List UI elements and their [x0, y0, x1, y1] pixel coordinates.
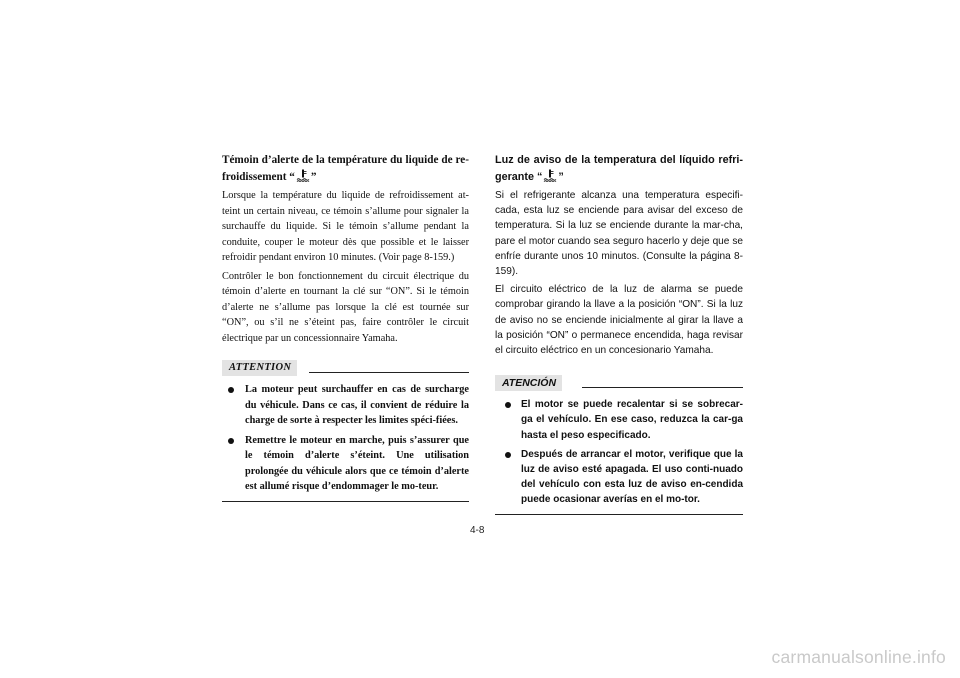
paragraph-1-fr: Lorsque la température du liquide de refroidissement at-teint un certain niveau, ce témoin s’allume pour signaler la surchauffe du liquide. Si le témoin s’allume pendant la conduite, couper le moteur dès que possible et le laisser refroidir pendant environ 10 minutes. (Voir page 8-159.) — [222, 190, 469, 263]
notice-label-fr: ATTENTION — [222, 360, 297, 376]
notice-item-text: El motor se puede recalentar si se sobrecar-ga el vehículo. En ese caso, reduzca la car-ga hasta el peso especificado. — [521, 399, 743, 441]
notice-item-text: Después de arrancar el motor, verifique que la luz de aviso esté apagada. El uso conti-nuado del vehículo con esta luz de aviso en-cendida puede ocasionar averías en el mo-tor. — [521, 448, 743, 506]
notice-label-es: ATENCIÓN — [495, 375, 562, 391]
notice-item — [495, 397, 743, 443]
notice-top-rule-fr — [309, 372, 469, 373]
heading-close-quote-es: ” — [558, 170, 564, 183]
section-heading-es — [495, 153, 743, 185]
page-number: 4-8 — [470, 525, 485, 536]
heading-text-es: Luz de aviso de la temperatura del líquido refri-gerante “ — [495, 154, 743, 183]
bullet-icon — [228, 387, 234, 393]
notice-item-text: La moteur peut surchauffer en cas de surcharge du véhicule. Dans ce cas, il convient de réduire la charge de sorte à respecter les limites spéci-fiées. — [245, 384, 469, 426]
paragraph-2-es: El circuito eléctrico de la luz de alarma se puede comprobar girando la llave a la posición “ON”. Si la luz de aviso no se enciende inicialmente al girar la llave a la posición “ON” o permanece encendida, haga revisar el circuito eléctrico en un concesionario Yamaha. — [495, 284, 743, 357]
notice-item — [222, 433, 469, 495]
coolant-temperature-icon — [543, 169, 557, 182]
watermark: carmanualsonline.info — [771, 647, 946, 667]
bullet-icon — [505, 402, 511, 408]
notice-item — [495, 447, 743, 508]
notice-box-es — [495, 375, 743, 514]
notice-box-fr — [222, 360, 469, 502]
coolant-temperature-icon — [296, 169, 310, 182]
heading-close-quote-fr: ” — [310, 170, 317, 183]
paragraph-2-fr: Contrôler le bon fonctionnement du circuit électrique du témoin d’alerte en tournant la clé sur “ON”. Si le témoin d’alerte ne s’allume pas lorsque la clé est tournée sur “ON”, ou s’il ne s’éteint pas, faire contrôler le circuit électrique par un concessionnaire Yamaha. — [222, 270, 469, 344]
notice-item-text: Remettre le moteur en marche, puis s’assurer que le témoin d’alerte s’éteint. Une utilisation prolongée du véhicule alors que ce témoin d’alerte est allumé risque d’endommager le mo-teur. — [245, 434, 469, 492]
notice-bottom-rule-es — [495, 514, 743, 515]
french-column — [222, 153, 469, 502]
spanish-column — [495, 153, 743, 515]
bullet-icon — [505, 452, 511, 458]
paragraph-1-es: Si el refrigerante alcanza una temperatura especifi-cada, esta luz se enciende para avisar del exceso de temperatura. Si la luz se enciende durante la mar-cha, pare el motor cuando sea seguro hacerlo y deje que se enfríe durante unos 10 minutos. (Consulte la página 8-159). — [495, 190, 743, 278]
bullet-icon — [228, 438, 234, 444]
notice-item — [222, 382, 469, 429]
heading-text-fr: Témoin d’alerte de la température du liquide de re-froidissement “ — [222, 154, 469, 183]
notice-bottom-rule-fr — [222, 501, 469, 502]
section-heading-fr — [222, 153, 469, 185]
notice-top-rule-es — [582, 387, 743, 388]
